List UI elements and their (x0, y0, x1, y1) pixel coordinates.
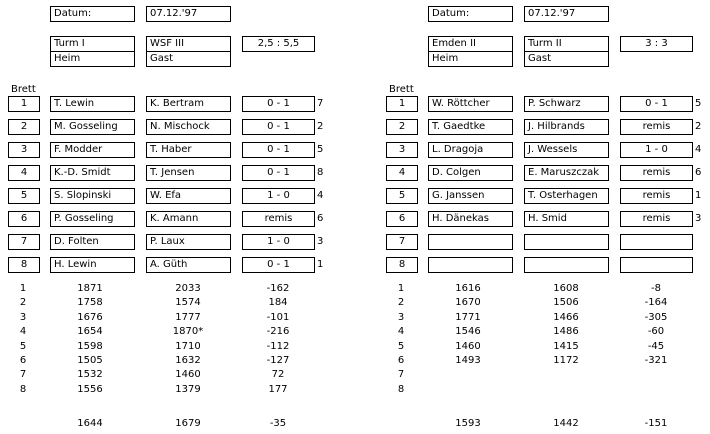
home-rating: 1670 (455, 297, 481, 309)
left-home-team: Turm I (50, 36, 135, 52)
rating-diff: -45 (647, 340, 665, 352)
home-player: D. Colgen (428, 165, 513, 181)
result-suffix: 4 (317, 190, 324, 201)
result: 0 - 1 (242, 96, 315, 112)
board-number: 8 (8, 257, 40, 273)
rating-row-number: 6 (19, 355, 27, 366)
result-suffix: 6 (695, 167, 702, 178)
away-rating: 1172 (553, 355, 579, 366)
rating-diff: 184 (268, 297, 288, 309)
home-rating: 1616 (455, 283, 481, 294)
away-player: J. Wessels (524, 142, 609, 158)
home-player (428, 234, 513, 250)
rating-row-number: 7 (397, 369, 405, 381)
result: 0 - 1 (242, 165, 315, 181)
away-rating: 1415 (553, 340, 579, 352)
result-suffix: 3 (695, 213, 702, 224)
rating-diff: 177 (268, 383, 288, 395)
away-player: W. Efa (146, 188, 231, 204)
board-number: 4 (8, 165, 40, 181)
board-number: 5 (386, 188, 418, 204)
total-rating-diff: -35 (269, 418, 287, 429)
away-rating: 1777 (175, 311, 201, 323)
rating-diff: 72 (271, 369, 285, 381)
left-away-label: Gast (146, 51, 231, 67)
away-rating: 1379 (175, 383, 201, 395)
result: 1 - 0 (242, 234, 315, 250)
board-number: 2 (8, 119, 40, 135)
home-player: T. Gaedtke (428, 119, 513, 135)
away-player: E. Maruszczak (524, 165, 609, 181)
home-rating: 1676 (77, 311, 103, 323)
home-rating: 1556 (77, 383, 103, 395)
home-rating: 1654 (77, 326, 103, 338)
away-player (524, 257, 609, 273)
left-datum-label: Datum: (50, 6, 135, 22)
away-player: N. Mischock (146, 119, 231, 135)
away-player: T. Haber (146, 142, 231, 158)
away-rating: 1870* (172, 326, 204, 338)
result: 1 - 0 (242, 188, 315, 204)
left-away-team: WSF III (146, 36, 231, 52)
away-player: J. Hilbrands (524, 119, 609, 135)
left-home-label: Heim (50, 51, 135, 67)
away-player: K. Amann (146, 211, 231, 227)
rating-diff: -112 (266, 340, 290, 352)
board-number: 3 (386, 142, 418, 158)
rating-diff: -8 (651, 283, 661, 294)
result: remis (620, 165, 693, 181)
board-number: 1 (386, 96, 418, 112)
home-player: P. Gosseling (50, 211, 135, 227)
rating-row-number: 1 (397, 283, 405, 294)
rating-diff: -216 (266, 326, 290, 338)
home-player: T. Lewin (50, 96, 135, 112)
board-number: 8 (386, 257, 418, 273)
board-number: 7 (8, 234, 40, 250)
board-number: 4 (386, 165, 418, 181)
away-rating: 1632 (175, 355, 201, 366)
result-suffix: 8 (317, 167, 324, 178)
result: 0 - 1 (242, 142, 315, 158)
away-rating: 1608 (553, 283, 579, 294)
home-player: G. Janssen (428, 188, 513, 204)
rating-row-number: 3 (19, 311, 27, 323)
result-suffix: 5 (695, 98, 702, 109)
result: remis (620, 119, 693, 135)
rating-diff: -162 (266, 283, 290, 294)
result (620, 234, 693, 250)
board-number: 7 (386, 234, 418, 250)
result: remis (620, 211, 693, 227)
away-rating: 2033 (175, 283, 201, 294)
away-rating: 1506 (553, 297, 579, 309)
result: 0 - 1 (242, 119, 315, 135)
board-number: 6 (8, 211, 40, 227)
result: 0 - 1 (620, 96, 693, 112)
away-rating: 1466 (553, 311, 579, 323)
total-away-rating: 1679 (175, 418, 201, 429)
rating-row-number: 8 (19, 383, 27, 395)
home-player: W. Röttcher (428, 96, 513, 112)
home-rating: 1598 (77, 340, 103, 352)
home-player: H. Lewin (50, 257, 135, 273)
home-player: F. Modder (50, 142, 135, 158)
left-score: 2,5 : 5,5 (242, 36, 315, 52)
result: 0 - 1 (242, 257, 315, 273)
board-number: 1 (8, 96, 40, 112)
rating-diff: -321 (644, 355, 668, 366)
board-number: 2 (386, 119, 418, 135)
away-player: A. Güth (146, 257, 231, 273)
away-player: T. Osterhagen (524, 188, 609, 204)
left-datum-value: 07.12.'97 (146, 6, 231, 22)
result-suffix: 1 (317, 259, 324, 270)
result-suffix: 2 (317, 121, 324, 132)
result: 1 - 0 (620, 142, 693, 158)
away-player: T. Jensen (146, 165, 231, 181)
rating-row-number: 2 (19, 297, 27, 309)
result (620, 257, 693, 273)
rating-row-number: 5 (19, 340, 27, 352)
home-rating: 1505 (77, 355, 103, 366)
away-rating: 1574 (175, 297, 201, 309)
result-suffix: 3 (317, 236, 324, 247)
right-away-label: Gast (524, 51, 609, 67)
rating-diff: -101 (266, 311, 290, 323)
away-rating: 1710 (175, 340, 201, 352)
result-suffix: 2 (695, 121, 702, 132)
rating-diff: -305 (644, 311, 668, 323)
away-rating: 1486 (553, 326, 579, 338)
home-player: M. Gosseling (50, 119, 135, 135)
home-player: L. Dragoja (428, 142, 513, 158)
rating-row-number: 3 (397, 311, 405, 323)
right-score: 3 : 3 (620, 36, 693, 52)
home-rating: 1546 (455, 326, 481, 338)
total-home-rating: 1644 (77, 418, 103, 429)
away-player: K. Bertram (146, 96, 231, 112)
right-brett-label: Brett (389, 84, 414, 95)
rating-row-number: 2 (397, 297, 405, 309)
home-player: H. Dänekas (428, 211, 513, 227)
left-brett-label: Brett (11, 84, 36, 95)
right-home-label: Heim (428, 51, 513, 67)
rating-row-number: 8 (397, 383, 405, 395)
rating-row-number: 7 (19, 369, 27, 381)
result-suffix: 5 (317, 144, 324, 155)
home-player: D. Folten (50, 234, 135, 250)
right-datum-value: 07.12.'97 (524, 6, 609, 22)
rating-row-number: 1 (19, 283, 27, 294)
result: remis (620, 188, 693, 204)
home-rating: 1871 (77, 283, 103, 294)
home-rating: 1771 (455, 311, 481, 323)
total-rating-diff: -151 (644, 418, 668, 429)
right-away-team: Turm II (524, 36, 609, 52)
result-suffix: 1 (695, 190, 702, 201)
home-rating: 1532 (77, 369, 103, 381)
right-datum-label: Datum: (428, 6, 513, 22)
home-player (428, 257, 513, 273)
rating-row-number: 5 (397, 340, 405, 352)
total-home-rating: 1593 (455, 418, 481, 429)
board-number: 3 (8, 142, 40, 158)
result-suffix: 4 (695, 144, 702, 155)
rating-diff: -127 (266, 355, 290, 366)
result-suffix: 6 (317, 213, 324, 224)
home-player: S. Slopinski (50, 188, 135, 204)
home-player: K.-D. Smidt (50, 165, 135, 181)
away-player: P. Schwarz (524, 96, 609, 112)
rating-diff: -164 (644, 297, 668, 309)
total-away-rating: 1442 (553, 418, 579, 429)
away-player: P. Laux (146, 234, 231, 250)
rating-diff: -60 (647, 326, 665, 338)
home-rating: 1758 (77, 297, 103, 309)
home-rating: 1460 (455, 340, 481, 352)
rating-row-number: 4 (397, 326, 405, 338)
home-rating: 1493 (455, 355, 481, 366)
result-suffix: 7 (317, 98, 324, 109)
board-number: 5 (8, 188, 40, 204)
board-number: 6 (386, 211, 418, 227)
away-player: H. Smid (524, 211, 609, 227)
away-player (524, 234, 609, 250)
rating-row-number: 4 (19, 326, 27, 338)
result: remis (242, 211, 315, 227)
away-rating: 1460 (175, 369, 201, 381)
rating-row-number: 6 (397, 355, 405, 366)
right-home-team: Emden II (428, 36, 513, 52)
